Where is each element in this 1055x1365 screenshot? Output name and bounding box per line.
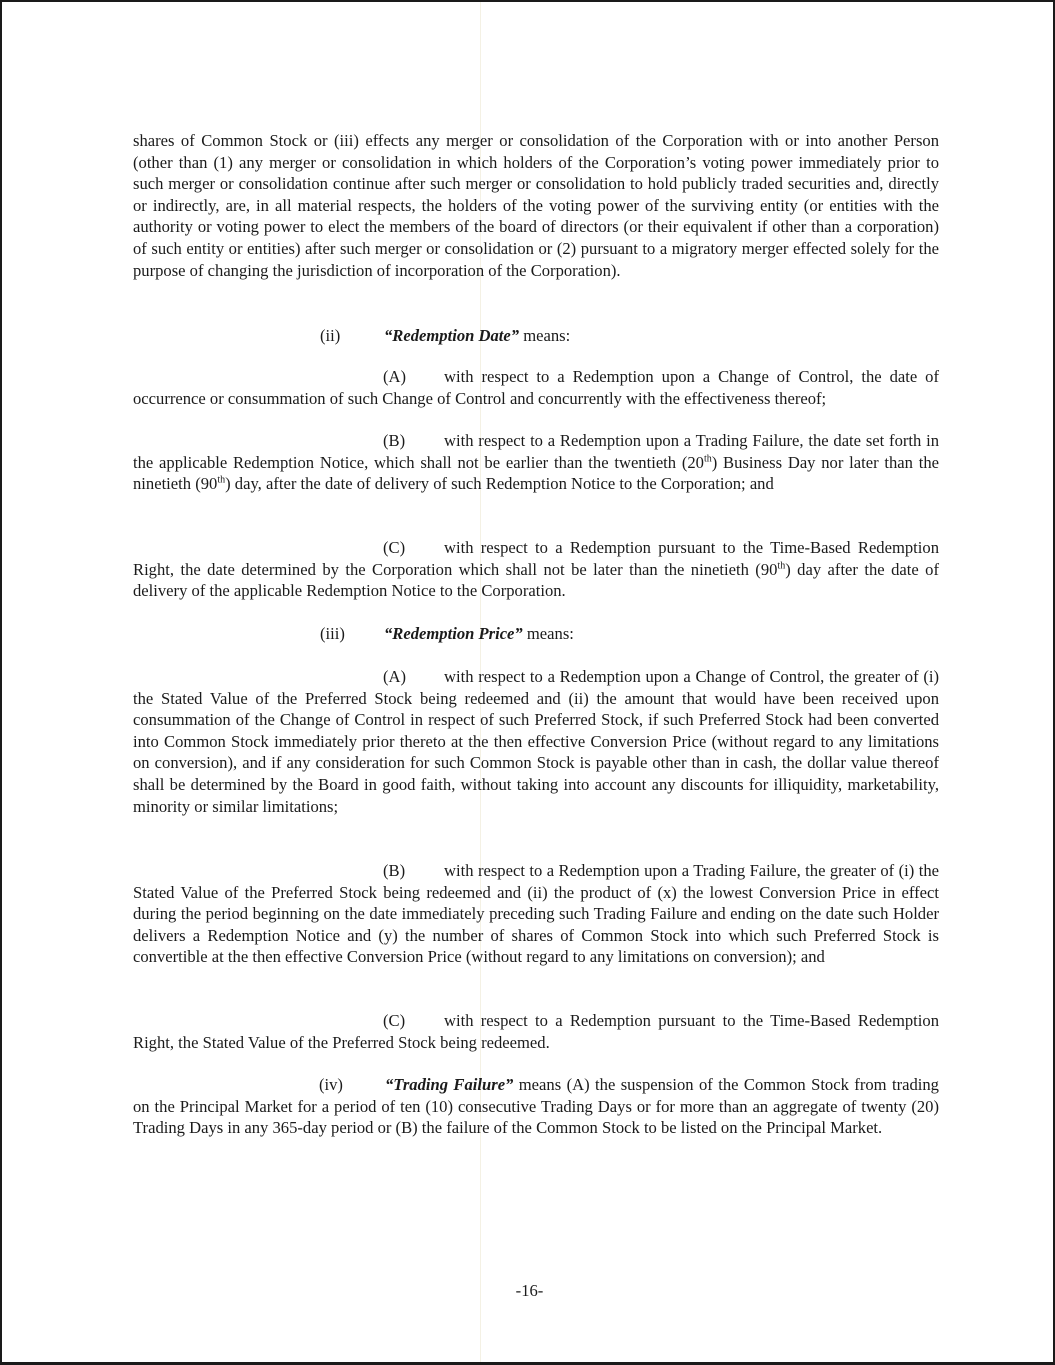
redemption-date-item-c [133,537,939,602]
item-text: with respect to a Redemption upon a Trading Failure, the greater of (i) the Stated Value of the Preferred Stock being redeemed and (ii) the product of (x) the lowest Conversion Price in effect during the period beginning on the date immediately preceding such Trading Failure and ending on the date such Holder delivers a Redemption Notice and (y) the number of shares of Common Stock into which such Preferred Stock is convertible at the then effective Conversion Price (without regard to any limitations on conversion); and [133,861,939,967]
trading-failure-definition [133,1074,939,1139]
redemption-date-item-b [133,430,939,495]
redemption-price-item-b [133,860,939,968]
redemption-price-item-c [133,1010,939,1053]
redemption-price-item-a [133,666,939,817]
item-label: (A) [383,667,407,686]
item-text: with respect to a Redemption pursuant to the Time-Based Redemption Right, the Stated Value of the Preferred Stock being redeemed. [133,1011,939,1052]
item-text: with respect to a Redemption pursuant to the Time-Based Redemption Right, the date determined by the Corporation which shall not be later than the ninetieth (90 [133,538,939,579]
continuation-paragraph [133,130,939,281]
section-number: (iii) [320,624,345,643]
item-text: ) day after the date of delivery of the applicable Redemption Notice to the Corporation. [133,559,939,601]
item-label: (A) [383,367,407,386]
section-heading-redemption-price [320,623,574,645]
item-label: (B) [383,861,406,880]
defined-term: “Trading Failure” [385,1075,514,1094]
section-number: (ii) [320,326,341,345]
page-number: -16- [515,1281,544,1300]
defined-term: “Redemption Date” [384,326,520,345]
section-heading-redemption-date [320,325,570,347]
superscript: th [217,474,226,486]
item-text: with respect to a Redemption upon a Change of Control, the date of occurrence or consummation of such Change of Control and concurrently with the effectiveness thereof; [133,367,939,408]
section-number: (iv) [319,1075,343,1094]
item-label: (B) [383,431,406,450]
superscript: th [703,453,712,465]
item-label: (C) [383,1011,406,1030]
item-text: ) Business Day nor later than the ninetieth (90 [133,452,939,494]
item-text: ) day, after the date of delivery of such Redemption Notice to the Corporation; and [225,474,774,494]
defined-term: “Redemption Price” [384,624,523,643]
item-label: (C) [383,538,406,557]
item-text: with respect to a Redemption upon a Change of Control, the greater of (i) the Stated Value of the Preferred Stock being redeemed and (ii) the amount that would have been received upon consummation of the Change of Control in respect of such Preferred Stock, if such Preferred Stock had been converted into Common Stock immediately prior thereto at the then effective Conversion Price (without regard to any limitations on conversion), and if any consideration for such Common Stock is payable other than in cash, the dollar value thereof shall be determined by the Board in good faith, without taking into account any discounts for illiquidity, marketability, minority or similar limitations; [133,667,939,816]
heading-suffix: means: [522,624,574,643]
superscript: th [777,560,786,572]
paragraph-text: shares of Common Stock or (iii) effects any merger or consolidation of the Corporation with or into another Person (other than (1) any merger or consolidation in which holders of the Corporation’s voting power immediately prior to such merger or consolidation continue after such merger or consolidation to hold publicly traded securities and, directly or indirectly, are, in all material respects, the holders of the voting power of the surviving entity (or entities with the authority or voting power to elect the members of the board of directors (or their equivalent if other than a corporation) of such entity or entities) after such merger or consolidation or (2) pursuant to a migratory merger effected solely for the purpose of changing the jurisdiction of incorporation of the Corporation). [133,131,939,280]
redemption-date-item-a [133,366,939,409]
heading-suffix: means: [519,326,571,345]
definition-text: means (A) the suspension of the Common Stock from trading on the Principal Market for a period of ten (10) consecutive Trading Days or for more than an aggregate of twenty (20) Trading Days in any 365-day period or (B) the failure of the Common Stock to be listed on the Principal Market. [133,1075,939,1138]
item-text: with respect to a Redemption upon a Trading Failure, the date set forth in the applicable Redemption Notice, which shall not be earlier than the twentieth (20 [133,431,939,472]
